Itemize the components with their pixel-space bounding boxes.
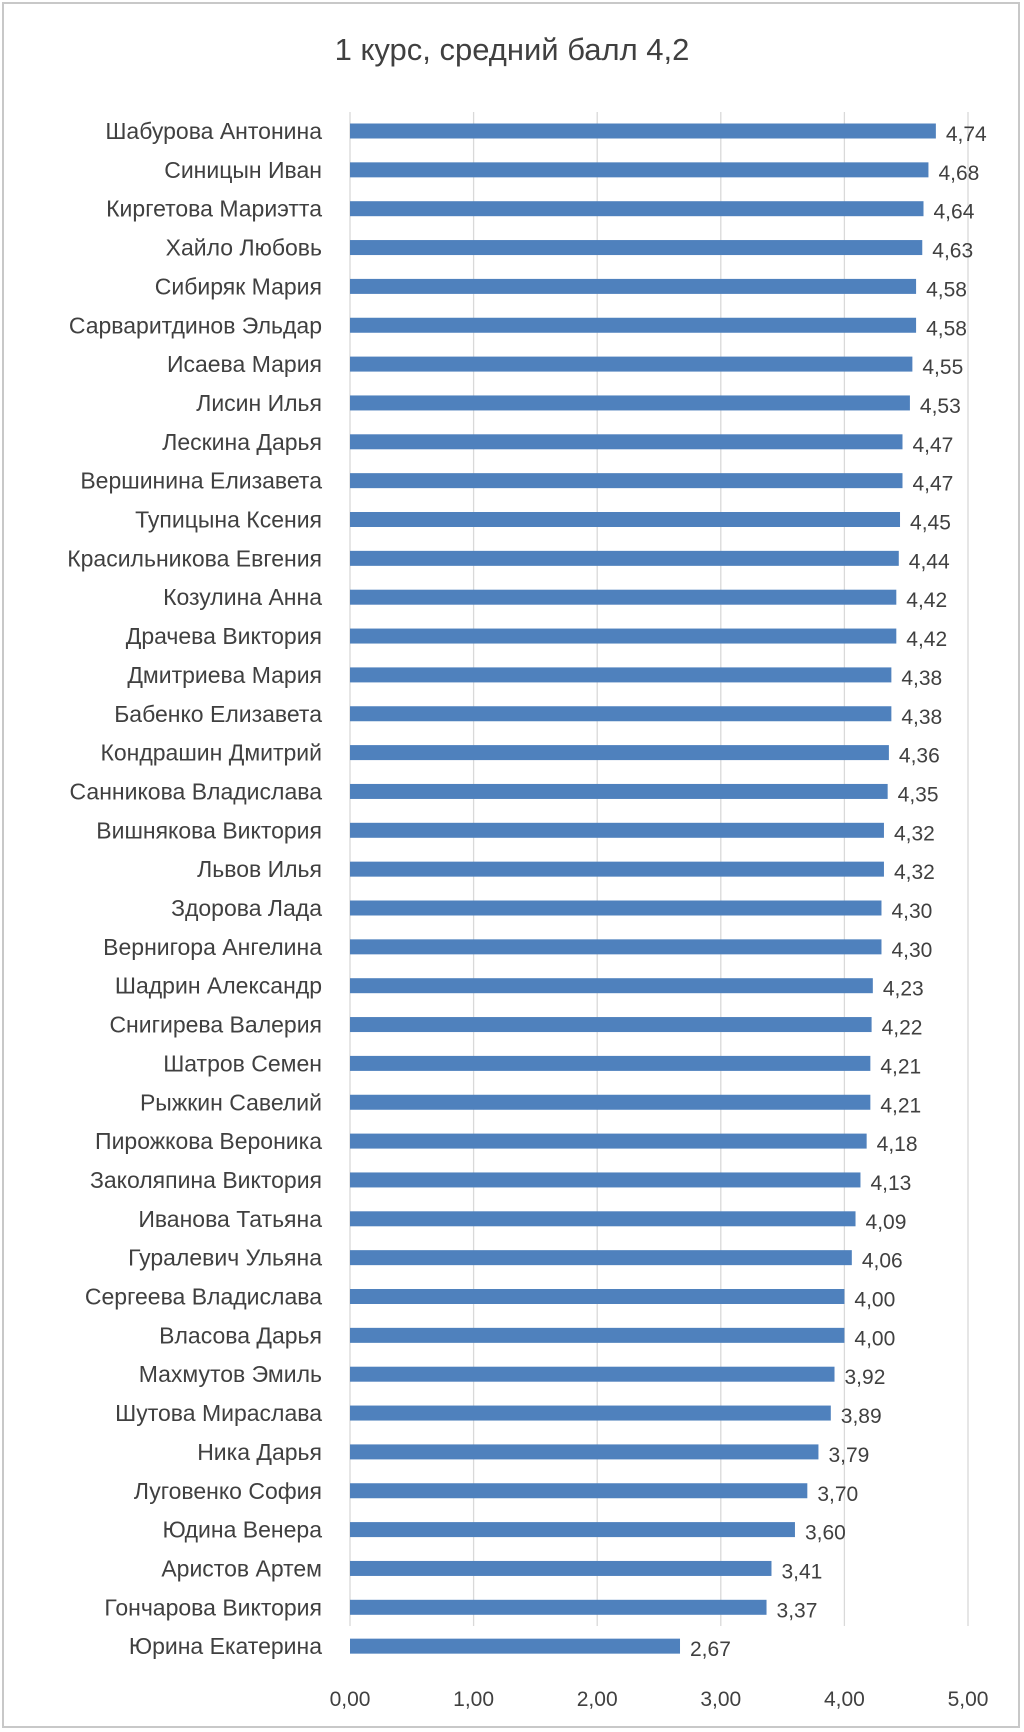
bar	[350, 745, 889, 760]
data-label: 4,58	[926, 317, 967, 341]
category-label: Красильникова Евгения	[67, 545, 322, 572]
category-label: Сибиряк Мария	[154, 273, 322, 300]
category-label: Заколяпина Виктория	[89, 1166, 322, 1193]
bar	[350, 823, 884, 838]
data-label: 3,89	[840, 1405, 882, 1429]
data-label: 3,92	[844, 1366, 886, 1390]
data-label: 4,74	[945, 123, 987, 146]
data-label: 4,21	[880, 1055, 922, 1079]
bar	[350, 1289, 844, 1304]
data-label: 3,60	[804, 1521, 846, 1545]
x-tick-label: 0,00	[329, 1688, 371, 1711]
bar	[350, 1095, 870, 1110]
bar	[350, 667, 891, 682]
category-label: Хайло Любовь	[165, 234, 322, 261]
bar	[350, 1211, 856, 1226]
category-label: Драчева Виктория	[125, 623, 322, 650]
data-label: 4,36	[898, 744, 940, 768]
data-label: 4,38	[901, 705, 943, 729]
data-label: 4,63	[932, 239, 974, 263]
x-tick-label: 5,00	[947, 1688, 989, 1711]
category-label: Шатров Семен	[163, 1050, 322, 1077]
category-label: Сарваритдинов Эльдар	[68, 312, 322, 339]
category-label: Шабурова Антонина	[105, 118, 322, 144]
bar	[350, 1367, 835, 1382]
data-label: 4,13	[870, 1171, 912, 1195]
category-label: Пирожкова Вероника	[95, 1128, 322, 1155]
category-label: Дмитриева Мария	[127, 661, 322, 688]
data-label: 4,23	[882, 977, 924, 1001]
data-label: 4,58	[926, 278, 967, 302]
bar	[350, 1483, 807, 1498]
category-label: Санникова Владислава	[69, 778, 322, 805]
bar	[350, 551, 899, 566]
data-label: 4,42	[906, 628, 948, 652]
bar	[350, 512, 900, 527]
category-label: Рыжкин Савелий	[139, 1089, 322, 1116]
bar	[350, 1561, 771, 1576]
x-tick-label: 3,00	[700, 1688, 742, 1711]
category-label: Львов Илья	[197, 856, 322, 883]
data-label: 4,21	[880, 1094, 922, 1118]
bar	[350, 434, 902, 449]
data-label: 4,09	[865, 1210, 907, 1234]
category-label: Власова Дарья	[159, 1322, 322, 1349]
category-label: Иванова Татьяна	[138, 1205, 322, 1232]
category-labels	[67, 118, 322, 1659]
bar	[350, 1172, 860, 1187]
data-label: 4,42	[906, 589, 948, 613]
data-label: 4,18	[876, 1133, 918, 1157]
bar	[350, 901, 881, 916]
bar	[350, 784, 888, 799]
category-label: Гуралевич Ульяна	[128, 1244, 322, 1271]
bar	[350, 1639, 680, 1654]
data-label: 4,32	[893, 822, 935, 846]
category-label: Луговенко София	[133, 1477, 322, 1504]
data-label: 4,64	[933, 200, 975, 224]
bar	[350, 1600, 767, 1615]
category-label: Снигирева Валерия	[109, 1011, 322, 1038]
bar	[350, 1406, 831, 1421]
category-label: Вишнякова Виктория	[96, 817, 322, 844]
bar	[350, 1134, 867, 1149]
category-label: Здорова Лада	[171, 895, 322, 921]
category-label: Исаева Мария	[166, 351, 322, 378]
category-label: Вершинина Елизавета	[80, 467, 322, 494]
data-label: 4,00	[854, 1288, 896, 1312]
data-label: 4,32	[893, 861, 935, 885]
bar	[350, 318, 916, 333]
bar	[350, 357, 912, 372]
data-label: 2,67	[690, 1638, 731, 1662]
data-label: 4,45	[910, 511, 951, 535]
chart-title: 1 курс, средний балл 4,2	[334, 32, 690, 67]
data-label: 3,41	[781, 1560, 823, 1584]
category-label: Шутова Мираслава	[115, 1400, 322, 1427]
bar	[350, 1522, 795, 1537]
data-label: 3,79	[828, 1443, 870, 1467]
bar	[350, 978, 873, 993]
category-label: Киргетова Мариэтта	[106, 195, 322, 222]
bar	[350, 1056, 870, 1071]
data-label: 4,38	[901, 666, 943, 690]
bar	[350, 706, 891, 721]
data-label: 4,53	[919, 394, 961, 418]
bar	[350, 939, 881, 954]
data-label: 4,44	[908, 550, 950, 574]
category-label: Юдина Венера	[162, 1516, 322, 1543]
category-label: Тупицына Ксения	[135, 506, 322, 533]
bar	[350, 395, 910, 410]
data-label: 4,00	[854, 1327, 896, 1351]
bar	[350, 240, 922, 255]
bar	[350, 590, 896, 605]
bar	[350, 201, 924, 216]
data-label: 4,06	[861, 1249, 903, 1273]
data-label: 4,68	[938, 161, 980, 185]
bar	[350, 862, 884, 877]
bar	[350, 162, 928, 177]
category-label: Махмутов Эмиль	[138, 1361, 322, 1388]
bar	[350, 629, 896, 644]
data-label: 4,47	[912, 472, 954, 496]
data-label: 4,55	[922, 356, 964, 380]
data-label: 4,22	[881, 1016, 923, 1040]
category-label: Сергеева Владислава	[84, 1283, 322, 1310]
bar	[350, 1017, 872, 1032]
x-tick-label: 1,00	[453, 1688, 495, 1711]
category-label: Ника Дарья	[197, 1438, 322, 1465]
category-label: Шадрин Александр	[114, 972, 322, 999]
data-label: 4,30	[891, 938, 933, 962]
bar	[350, 124, 936, 139]
bar	[350, 279, 916, 294]
bar	[350, 1444, 818, 1459]
category-label: Лисин Илья	[196, 389, 322, 416]
value-labels	[690, 123, 987, 1661]
bar	[350, 1250, 852, 1265]
category-label: Вернигора Ангелина	[103, 933, 322, 960]
category-label: Гончарова Виктория	[104, 1594, 322, 1621]
tick-labels	[330, 1688, 989, 1711]
bar	[350, 473, 902, 488]
data-label: 3,70	[817, 1482, 859, 1506]
category-label: Бабенко Елизавета	[114, 700, 322, 727]
data-label: 4,47	[912, 433, 954, 457]
category-label: Кондрашин Дмитрий	[100, 739, 322, 766]
x-tick-label: 2,00	[576, 1688, 618, 1711]
bar	[350, 1328, 844, 1343]
category-label: Синицын Иван	[164, 156, 322, 183]
data-label: 4,35	[897, 783, 939, 807]
data-label: 3,37	[776, 1599, 818, 1623]
category-label: Аристов Артем	[161, 1555, 322, 1582]
category-label: Козулина Анна	[163, 584, 322, 611]
x-tick-label: 4,00	[823, 1688, 865, 1711]
category-label: Лескина Дарья	[162, 428, 322, 455]
data-label: 4,30	[891, 900, 933, 923]
category-label: Юрина Екатерина	[128, 1633, 322, 1660]
